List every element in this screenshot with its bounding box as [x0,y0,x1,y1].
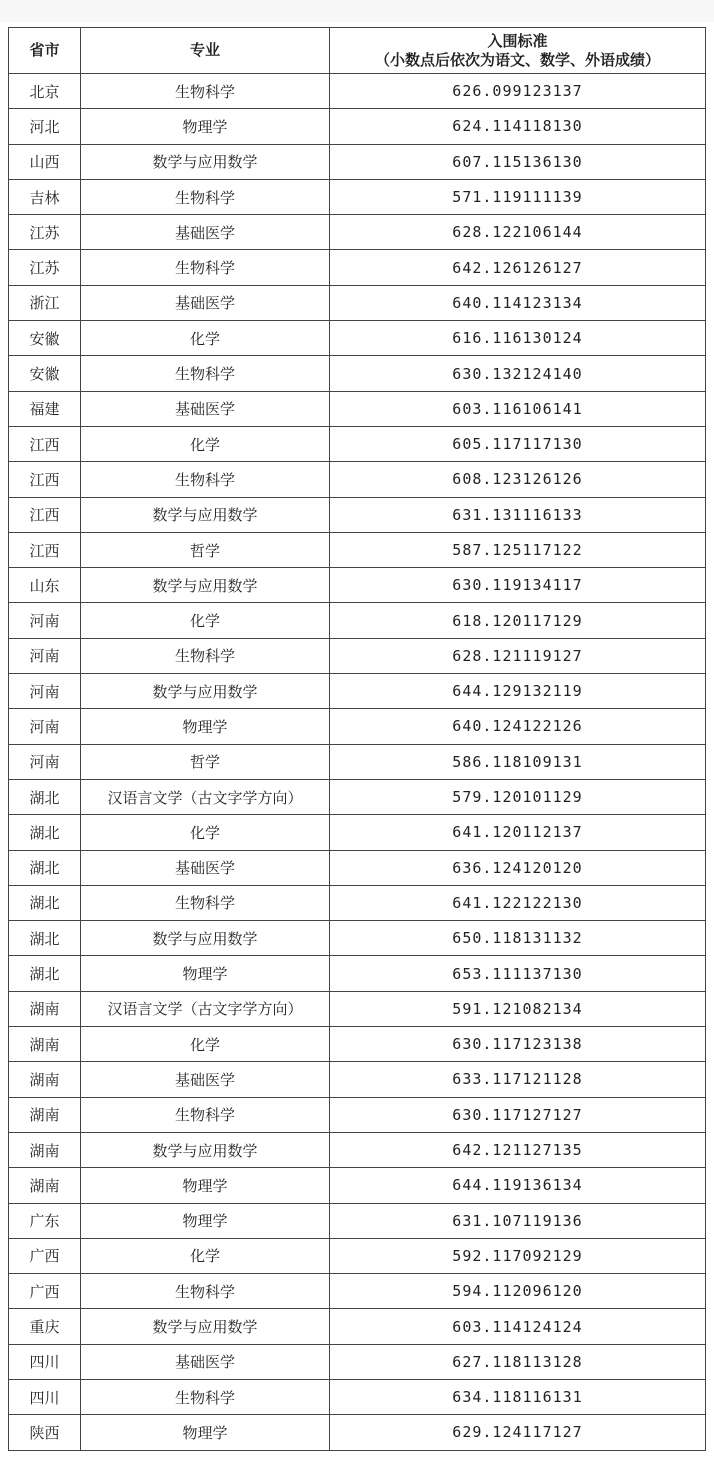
table-row [9,74,706,109]
major-cell: 数学与应用数学 [81,1309,330,1344]
major-cell: 生物科学 [81,1097,330,1132]
score-cell: 634.118116131 [330,1379,706,1414]
table-row [9,1238,706,1273]
table-row [9,744,706,779]
major-cell: 哲学 [81,532,330,567]
major-cell: 物理学 [81,1415,330,1450]
table-row [9,674,706,709]
table-row [9,462,706,497]
table-row [9,921,706,956]
province-cell: 湖南 [9,1097,81,1132]
major-cell: 生物科学 [81,462,330,497]
score-cell: 594.112096120 [330,1274,706,1309]
score-cell: 629.124117127 [330,1415,706,1450]
province-cell: 湖南 [9,991,81,1026]
table-row [9,1309,706,1344]
province-cell: 江西 [9,532,81,567]
major-cell: 汉语言文学（古文字学方向） [81,779,330,814]
score-cell: 624.114118130 [330,109,706,144]
province-cell: 江苏 [9,250,81,285]
major-cell: 化学 [81,815,330,850]
score-cell: 630.119134117 [330,568,706,603]
major-cell: 数学与应用数学 [81,144,330,179]
score-cell: 627.118113128 [330,1344,706,1379]
table-row [9,1203,706,1238]
province-cell: 湖南 [9,1062,81,1097]
major-cell: 哲学 [81,744,330,779]
province-cell: 陕西 [9,1415,81,1450]
major-cell: 基础医学 [81,850,330,885]
table-row [9,885,706,920]
table-row [9,1274,706,1309]
table-row [9,1132,706,1167]
table-row [9,991,706,1026]
province-cell: 安徽 [9,356,81,391]
major-cell: 基础医学 [81,285,330,320]
score-cell: 630.117123138 [330,1027,706,1062]
major-cell: 数学与应用数学 [81,674,330,709]
major-cell: 生物科学 [81,885,330,920]
score-cell: 644.129132119 [330,674,706,709]
province-cell: 湖北 [9,779,81,814]
admission-score-table [8,27,706,1451]
major-cell: 数学与应用数学 [81,497,330,532]
table-row [9,215,706,250]
province-cell: 河南 [9,744,81,779]
major-cell: 数学与应用数学 [81,921,330,956]
table-row [9,356,706,391]
score-cell: 628.122106144 [330,215,706,250]
score-cell: 618.120117129 [330,603,706,638]
table-row [9,144,706,179]
table-row [9,1168,706,1203]
table-header-row [9,28,706,74]
score-cell: 626.099123137 [330,74,706,109]
major-cell: 生物科学 [81,356,330,391]
top-strip [0,0,714,22]
table-row [9,956,706,991]
score-cell: 640.114123134 [330,285,706,320]
major-cell: 物理学 [81,709,330,744]
table-row [9,109,706,144]
table-body [9,74,706,1451]
province-cell: 湖北 [9,815,81,850]
header-province: 省市 [9,28,81,74]
province-cell: 江苏 [9,215,81,250]
province-cell: 湖北 [9,850,81,885]
province-cell: 安徽 [9,321,81,356]
table-row [9,709,706,744]
score-cell: 605.117117130 [330,426,706,461]
major-cell: 化学 [81,1027,330,1062]
score-cell: 628.121119127 [330,638,706,673]
province-cell: 河南 [9,638,81,673]
table-row [9,532,706,567]
score-cell: 644.119136134 [330,1168,706,1203]
score-cell: 640.124122126 [330,709,706,744]
province-cell: 广西 [9,1274,81,1309]
province-cell: 江西 [9,497,81,532]
province-cell: 湖北 [9,921,81,956]
table-row [9,391,706,426]
province-cell: 山西 [9,144,81,179]
score-cell: 607.115136130 [330,144,706,179]
major-cell: 生物科学 [81,1274,330,1309]
major-cell: 化学 [81,426,330,461]
province-cell: 江西 [9,426,81,461]
province-cell: 湖南 [9,1132,81,1167]
province-cell: 吉林 [9,179,81,214]
table-row [9,815,706,850]
score-cell: 633.117121128 [330,1062,706,1097]
table-row [9,1062,706,1097]
major-cell: 物理学 [81,109,330,144]
score-cell: 641.120112137 [330,815,706,850]
header-score-title: 入围标准 [487,31,548,50]
province-cell: 河南 [9,674,81,709]
province-cell: 广东 [9,1203,81,1238]
score-cell: 603.116106141 [330,391,706,426]
major-cell: 生物科学 [81,179,330,214]
table-row [9,321,706,356]
score-cell: 636.124120120 [330,850,706,885]
province-cell: 福建 [9,391,81,426]
major-cell: 生物科学 [81,74,330,109]
score-cell: 653.111137130 [330,956,706,991]
province-cell: 广西 [9,1238,81,1273]
score-cell: 591.121082134 [330,991,706,1026]
table-row [9,1027,706,1062]
table-row [9,568,706,603]
major-cell: 数学与应用数学 [81,568,330,603]
province-cell: 河北 [9,109,81,144]
major-cell: 基础医学 [81,215,330,250]
score-cell: 631.131116133 [330,497,706,532]
major-cell: 基础医学 [81,1062,330,1097]
province-cell: 湖北 [9,885,81,920]
header-major: 专业 [81,28,330,74]
major-cell: 汉语言文学（古文字学方向） [81,991,330,1026]
province-cell: 湖北 [9,956,81,991]
province-cell: 重庆 [9,1309,81,1344]
province-cell: 北京 [9,74,81,109]
major-cell: 物理学 [81,1168,330,1203]
score-cell: 571.119111139 [330,179,706,214]
province-cell: 四川 [9,1344,81,1379]
table-row [9,603,706,638]
table-row [9,285,706,320]
major-cell: 生物科学 [81,638,330,673]
province-cell: 四川 [9,1379,81,1414]
table-row [9,850,706,885]
table-row [9,1415,706,1450]
major-cell: 化学 [81,321,330,356]
province-cell: 湖南 [9,1168,81,1203]
table-row [9,426,706,461]
score-cell: 586.118109131 [330,744,706,779]
province-cell: 湖南 [9,1027,81,1062]
major-cell: 物理学 [81,956,330,991]
score-cell: 608.123126126 [330,462,706,497]
score-cell: 603.114124124 [330,1309,706,1344]
province-cell: 山东 [9,568,81,603]
table-row [9,1344,706,1379]
table-row [9,638,706,673]
major-cell: 数学与应用数学 [81,1132,330,1167]
province-cell: 河南 [9,709,81,744]
table-row [9,250,706,285]
table-row [9,1097,706,1132]
table-row [9,497,706,532]
major-cell: 基础医学 [81,391,330,426]
table-row [9,1379,706,1414]
province-cell: 河南 [9,603,81,638]
table-row [9,779,706,814]
score-cell: 631.107119136 [330,1203,706,1238]
major-cell: 化学 [81,603,330,638]
header-score-note: （小数点后依次为语文、数学、外语成绩） [374,50,660,69]
major-cell: 基础医学 [81,1344,330,1379]
score-cell: 630.117127127 [330,1097,706,1132]
score-cell: 579.120101129 [330,779,706,814]
province-cell: 浙江 [9,285,81,320]
header-score [330,28,706,74]
score-cell: 630.132124140 [330,356,706,391]
score-cell: 616.116130124 [330,321,706,356]
major-cell: 生物科学 [81,1379,330,1414]
major-cell: 物理学 [81,1203,330,1238]
table-row [9,179,706,214]
score-cell: 641.122122130 [330,885,706,920]
province-cell: 江西 [9,462,81,497]
major-cell: 化学 [81,1238,330,1273]
major-cell: 生物科学 [81,250,330,285]
score-cell: 642.126126127 [330,250,706,285]
score-cell: 650.118131132 [330,921,706,956]
score-cell: 587.125117122 [330,532,706,567]
score-cell: 592.117092129 [330,1238,706,1273]
score-cell: 642.121127135 [330,1132,706,1167]
